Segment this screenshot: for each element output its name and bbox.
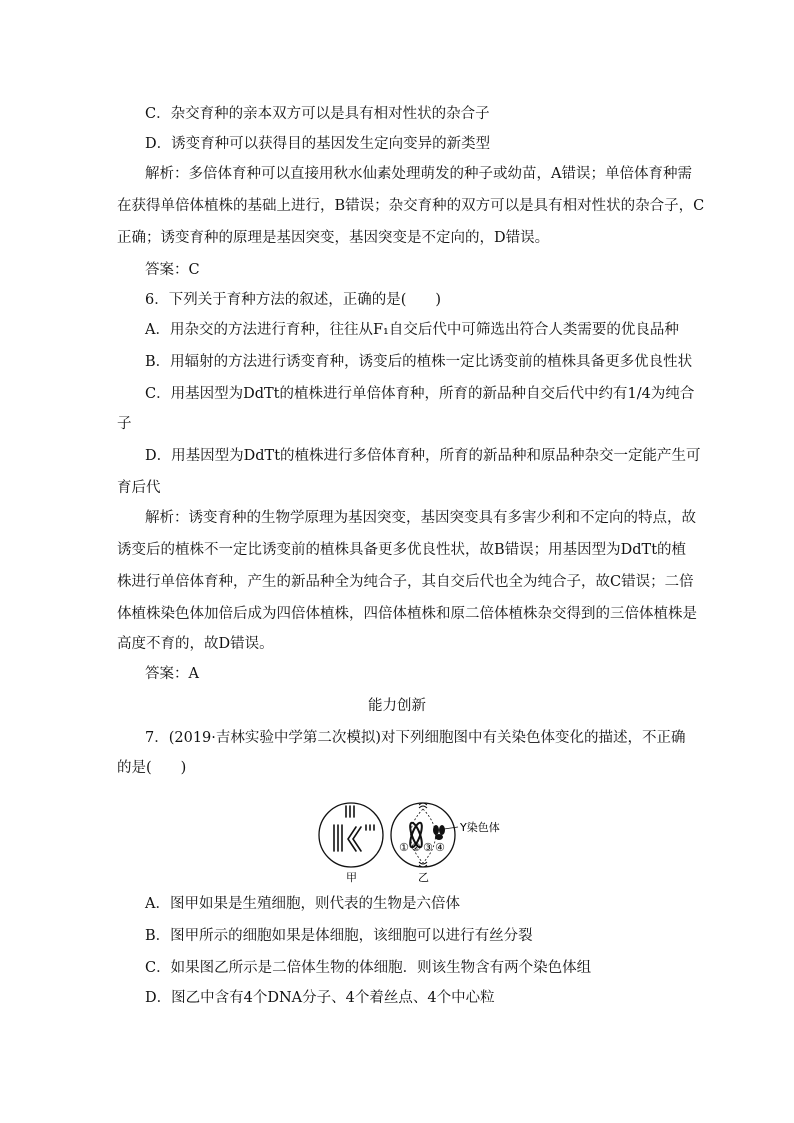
q6-analysis-line-5: 高度不育的，故D错误。 [117, 636, 274, 652]
q5-answer: 答案：C [145, 262, 200, 278]
q5-analysis-line-2: 在获得单倍体植株的基础上进行，B错误；杂交育种的双方可以是具有相对性状的杂合子，C [117, 198, 705, 214]
y-chromosome-label: Y染色体 [460, 821, 500, 834]
q5-option-c: C．杂交育种的亲本双方可以是具有相对性状的杂合子 [145, 106, 490, 122]
q7-stem-line-1: 7．(2019·吉林实验中学第二次模拟)对下列细胞图中有关染色体变化的描述，不正确 [145, 730, 686, 746]
q6-option-c-line-2: 子 [117, 416, 132, 432]
q7-option-a: A．图甲如果是生殖细胞，则代表的生物是六倍体 [145, 896, 460, 912]
label-yi: 乙 [418, 871, 429, 884]
q6-answer: 答案：A [145, 666, 199, 682]
q5-analysis-line-1: 解析：多倍体育种可以直接用秋水仙素处理萌发的种子或幼苗，A错误；单倍体育种需 [145, 166, 692, 182]
section-title: 能力创新 [368, 698, 426, 714]
chromosome-y-right [433, 825, 445, 840]
q6-stem: 6．下列关于育种方法的叙述，正确的是( ) [145, 292, 442, 308]
q6-option-d-line-1: D．用基因型为DdTt的植株进行多倍体育种，所育的新品种和原品种杂交一定能产生可 [145, 448, 701, 464]
q7-option-d: D．图乙中含有4个DNA分子、4个着丝点、4个中心粒 [145, 990, 495, 1006]
label-num-1: ① [399, 841, 409, 854]
centriole-top [419, 803, 427, 808]
label-num-3: ③ [423, 841, 433, 854]
q6-option-b: B．用辐射的方法进行诱变育种，诱变后的植株一定比诱变前的植株具备更多优良性状 [145, 354, 693, 370]
q7-stem-line-2: 的是( ) [117, 760, 187, 776]
cell-figure [310, 795, 510, 885]
q7-option-c: C．如果图乙所示是二倍体生物的体细胞．则该生物含有两个染色体组 [145, 960, 592, 976]
label-num-4: ④ [435, 841, 445, 854]
q5-analysis-line-3: 正确；诱变育种的原理是基因突变，基因突变是不定向的，D错误。 [117, 230, 550, 246]
q6-analysis-line-3: 株进行单倍体育种，产生的新品种全为纯合子，其自交后代也全为纯合子，故C错误；二倍 [117, 574, 694, 590]
label-num-2: ② [411, 841, 421, 854]
q6-option-a: A．用杂交的方法进行育种，往往从F₁自交后代中可筛选出符合人类需要的优良品种 [145, 322, 679, 338]
q6-option-d-line-2: 育后代 [117, 480, 161, 496]
q6-analysis-line-1: 解析：诱变育种的生物学原理为基因突变，基因突变具有多害少利和不定向的特点，故 [145, 510, 696, 526]
q6-analysis-line-4: 体植株染色体加倍后成为四倍体植株，四倍体植株和原二倍体植株杂交得到的三倍体植株是 [117, 606, 697, 622]
y-chromosome-pointer [444, 827, 458, 829]
q6-analysis-line-2: 诱变后的植株不一定比诱变前的植株具备更多优良性状，故B错误；用基因型为DdTt的植 [117, 542, 687, 558]
label-jia: 甲 [346, 871, 357, 884]
cell-diagram [310, 795, 510, 885]
spindle [411, 809, 436, 863]
q6-option-c-line-1: C．用基因型为DdTt的植株进行单倍体育种，所育的新品种自交后代中约有1/4为纯合 [145, 386, 695, 402]
q5-option-d: D．诱变育种可以获得目的基因发生定向变异的新类型 [145, 136, 491, 152]
q7-option-b: B．图甲所示的细胞如果是体细胞，该细胞可以进行有丝分裂 [145, 928, 533, 944]
cell-jia [319, 803, 383, 867]
cell-yi [391, 803, 458, 867]
